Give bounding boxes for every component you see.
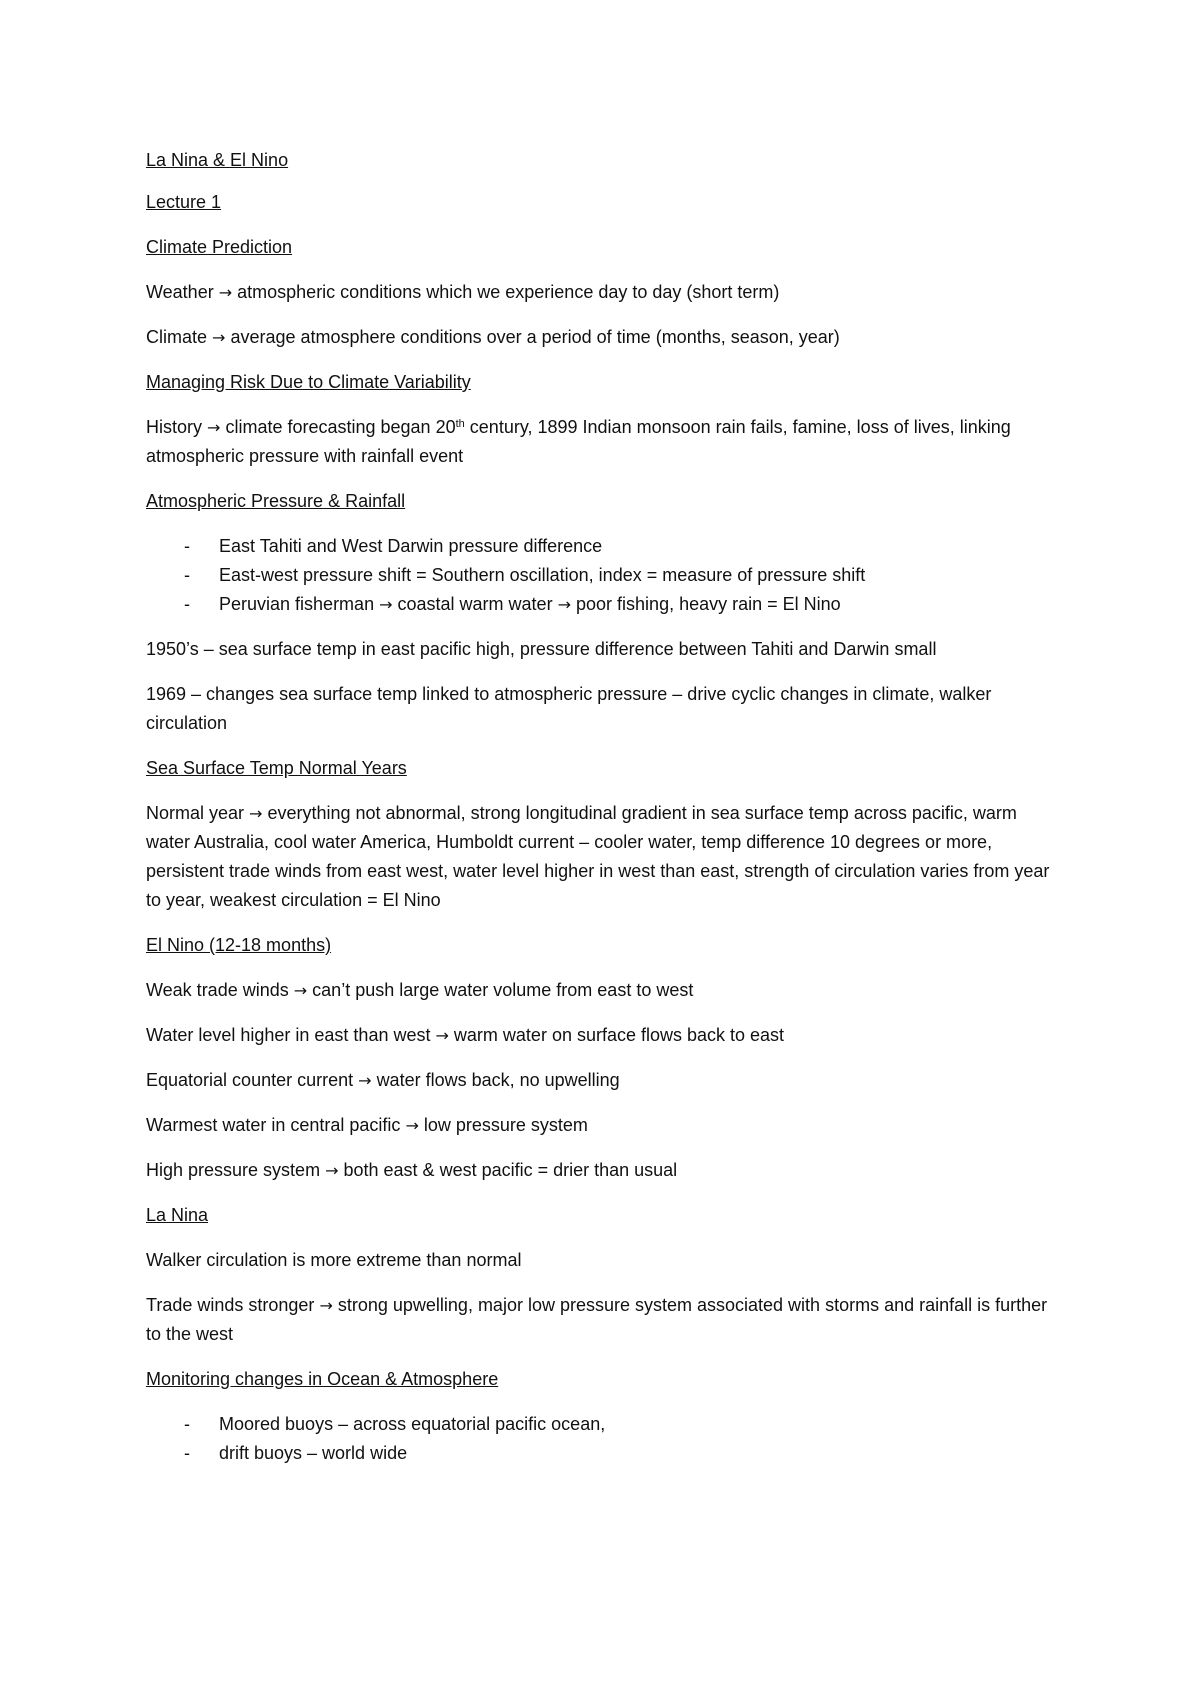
dash-bullet: - — [184, 1414, 190, 1434]
list-item — [146, 1439, 1050, 1468]
text-a: Trade winds stronger — [146, 1295, 315, 1315]
heading-sea-surface-temp: Sea Surface Temp Normal Years — [146, 758, 407, 778]
dash-bullet: - — [184, 1443, 190, 1463]
heading-managing-risk: Managing Risk Due to Climate Variability — [146, 372, 471, 392]
heading-la-nina: La Nina — [146, 1205, 209, 1225]
bullet-text: East-west pressure shift = Southern oscillation, index = measure of pressure shift — [219, 565, 866, 585]
text-weather: atmospheric conditions which we experience day to day (short term) — [237, 282, 780, 302]
dash-bullet: - — [184, 536, 190, 556]
dash-bullet: - — [184, 565, 190, 585]
dash-bullet: - — [184, 594, 190, 614]
text-history-b: century, 1899 Indian monsoon rain fails, famine, loss of lives, linking atmospheric pressure with rainfall event — [146, 417, 1011, 466]
arrow-icon: → — [557, 595, 571, 614]
text-a: Equatorial counter current — [146, 1070, 354, 1090]
arrow-icon: → — [379, 595, 393, 614]
paragraph-el-nino-2 — [146, 1021, 1050, 1050]
heading-climate-prediction: Climate Prediction — [146, 237, 293, 257]
text-normal-year: everything not abnormal, strong longitudinal gradient in sea surface temp across pacific, warm water Australia, cool water America, Humboldt current – cooler water, temp difference 10 degrees or more, persistent trade winds from east west, water level higher in west than east, strength of circulation varies from year to year, weakest circulation = El Nino — [146, 803, 1050, 910]
arrow-icon: → — [212, 328, 226, 347]
lecture-heading: Lecture 1 — [146, 192, 222, 212]
bullet-text-a: Peruvian fisherman — [219, 594, 375, 614]
paragraph-el-nino-1 — [146, 976, 1050, 1005]
paragraph-1969: 1969 – changes sea surface temp linked to atmospheric pressure – drive cyclic changes in climate, walker circulation — [146, 684, 992, 733]
term-normal-year: Normal year — [146, 803, 245, 823]
superscript-th: th — [455, 418, 465, 430]
paragraph-el-nino-4 — [146, 1111, 1050, 1140]
paragraph-weather — [146, 278, 1050, 307]
document-title: La Nina & El Nino — [146, 150, 289, 170]
text-a: Water level higher in east than west — [146, 1025, 431, 1045]
bullet-text-b: coastal warm water — [397, 594, 553, 614]
list-item — [146, 1410, 1050, 1439]
bullet-text: drift buoys – world wide — [219, 1443, 408, 1463]
term-climate: Climate — [146, 327, 208, 347]
arrow-icon: → — [249, 804, 263, 823]
bullet-text: East Tahiti and West Darwin pressure difference — [219, 536, 603, 556]
bullet-text-c: poor fishing, heavy rain = El Nino — [576, 594, 841, 614]
paragraph-climate — [146, 323, 1050, 352]
arrow-icon: → — [207, 418, 221, 437]
text-b: strong upwelling, major low pressure system associated with storms and rainfall is further to the west — [146, 1295, 1048, 1344]
arrow-icon: → — [435, 1026, 449, 1045]
arrow-icon: → — [405, 1116, 419, 1135]
list-item — [146, 561, 1050, 590]
heading-el-nino: El Nino (12-18 months) — [146, 935, 332, 955]
arrow-icon: → — [358, 1071, 372, 1090]
term-history: History — [146, 417, 203, 437]
text-b: both east & west pacific = drier than usual — [343, 1160, 678, 1180]
term-weather: Weather — [146, 282, 214, 302]
list-item — [146, 590, 1050, 619]
paragraph-1950s: 1950’s – sea surface temp in east pacific high, pressure difference between Tahiti and Darwin small — [146, 639, 937, 659]
text-b: can’t push large water volume from east to west — [312, 980, 694, 1000]
paragraph-la-nina-2 — [146, 1291, 1050, 1349]
bullet-text: Moored buoys – across equatorial pacific ocean, — [219, 1414, 606, 1434]
paragraph-normal-year — [146, 799, 1050, 915]
text-b: low pressure system — [423, 1115, 588, 1135]
text-a: Weak trade winds — [146, 980, 289, 1000]
text-a: High pressure system — [146, 1160, 321, 1180]
paragraph-el-nino-5 — [146, 1156, 1050, 1185]
paragraph-la-nina-1: Walker circulation is more extreme than normal — [146, 1250, 522, 1270]
text-b: warm water on surface flows back to east — [453, 1025, 785, 1045]
arrow-icon: → — [293, 981, 308, 1000]
heading-atmospheric-pressure: Atmospheric Pressure & Rainfall — [146, 491, 406, 511]
list-monitoring — [146, 1410, 1050, 1468]
paragraph-history — [146, 413, 1050, 471]
document-body — [146, 146, 1050, 1468]
text-b: water flows back, no upwelling — [376, 1070, 620, 1090]
list-item — [146, 532, 1050, 561]
arrow-icon: → — [325, 1161, 339, 1180]
text-a: Warmest water in central pacific — [146, 1115, 401, 1135]
heading-monitoring: Monitoring changes in Ocean & Atmosphere — [146, 1369, 499, 1389]
arrow-icon: → — [218, 283, 233, 302]
paragraph-el-nino-3 — [146, 1066, 1050, 1095]
text-climate: average atmosphere conditions over a period of time (months, season, year) — [230, 327, 840, 347]
text-history-a: climate forecasting began 20 — [225, 417, 456, 437]
arrow-icon: → — [319, 1296, 333, 1315]
list-atmospheric-pressure — [146, 532, 1050, 619]
